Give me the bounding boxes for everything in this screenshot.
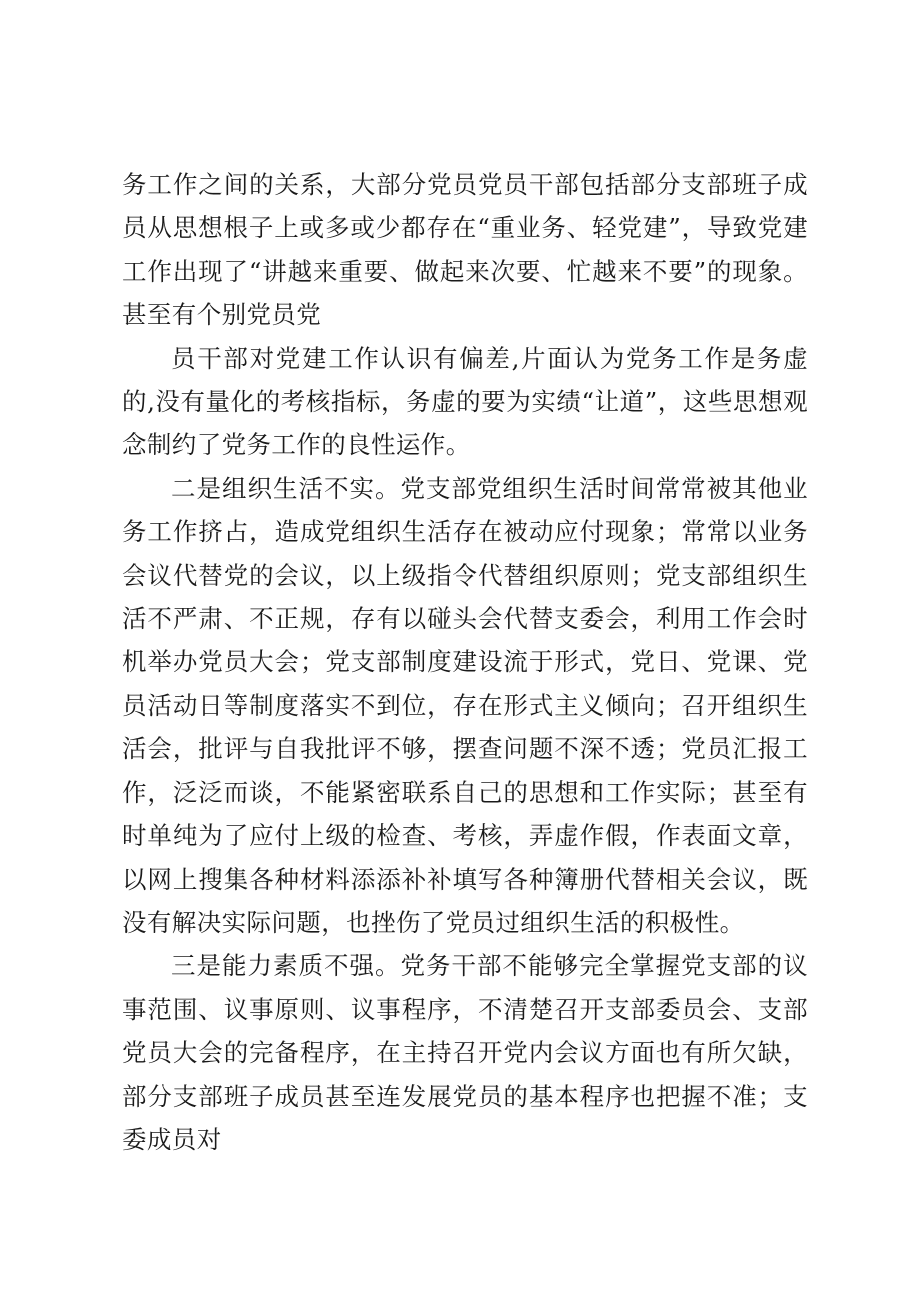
- paragraph-1: 务工作之间的关系，大部分党员党员干部包括部分支部班子成员从思想根子上或多或少都存在“重业务、轻党建”，导致党建工作出现了“讲越来重要、做起来次要、忙越来不要”的现象。甚至有个别党员党: [122, 170, 808, 330]
- paragraph-2: 员干部对党建工作认识有偏差,片面认为党务工作是务虚的,没有量化的考核指标，务虚的要为实绩“让道”，这些思想观念制约了党务工作的良性运作。: [122, 343, 808, 460]
- paragraph-3: 二是组织生活不实。党支部党组织生活时间常常被其他业务工作挤占，造成党组织生活存在被动应付现象；常常以业务会议代替党的会议，以上级指令代替组织原则；党支部组织生活不严肃、不正规，存有以碰头会代替支委会，利用工作会时机举办党员大会；党支部制度建设流于形式，党日、党课、党员活动日等制度落实不到位，存在形式主义倾向；召开组织生活会，批评与自我批评不够，摆查问题不深不透；党员汇报工作，泛泛而谈，不能紧密联系自己的思想和工作实际；甚至有时单纯为了应付上级的检查、考核，弄虚作假，作表面文章，以网上搜集各种材料添添补补填写各种簿册代替相关会议，既没有解决实际问题，也挫伤了党员过组织生活的积极性。: [122, 473, 808, 937]
- paragraph-4: 三是能力素质不强。党务干部不能够完全掌握党支部的议事范围、议事原则、议事程序，不清楚召开支部委员会、支部党员大会的完备程序，在主持召开党内会议方面也有所欠缺，部分支部班子成员甚至连发展党员的基本程序也把握不准；支委成员对: [122, 951, 808, 1154]
- document-body: [122, 163, 808, 1161]
